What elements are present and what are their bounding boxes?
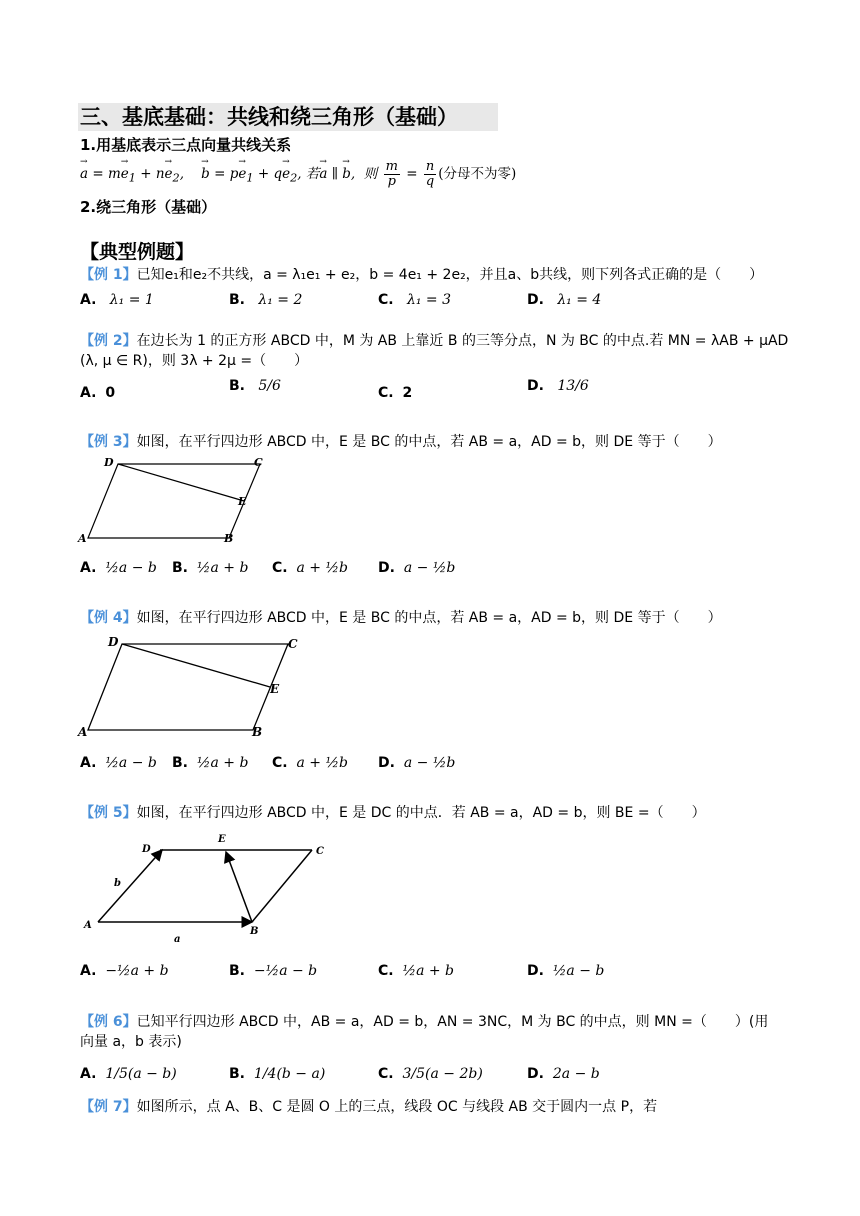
- q6-option-c[interactable]: C. 3/5(a − 2b): [378, 1066, 483, 1082]
- question-7: [80, 1097, 657, 1117]
- question-6: [80, 1012, 768, 1052]
- label-e: E: [270, 682, 280, 696]
- label-b: B: [250, 926, 259, 937]
- question-text: 如图，在平行四边形 ABCD 中，E 是 BC 的中点，若 AB = a，AD = b，则 DE 等于（ ）: [136, 610, 722, 626]
- label-vector-a: a: [174, 934, 181, 945]
- item-triangle-title: 2.绕三角形（基础）: [80, 198, 217, 216]
- parallelogram-figure-5: [80, 828, 340, 950]
- q4-option-b[interactable]: B. ½a + b: [172, 755, 249, 771]
- label-c: C: [288, 637, 298, 651]
- parallelogram-shape: [88, 644, 288, 730]
- typical-examples-heading: 【典型例题】: [80, 241, 195, 263]
- section-title: 三、基底基础：共线和绕三角形（基础）: [78, 103, 498, 131]
- question-tag: 【例 4】: [80, 610, 137, 626]
- q4-option-d[interactable]: D. a − ½b: [378, 755, 456, 771]
- label-b: B: [252, 725, 263, 739]
- question-text: 如图，在平行四边形 ABCD 中，E 是 DC 的中点．若 AB = a，AD = b，则 BE =（ ）: [136, 805, 706, 821]
- question-tag: 【例 6】: [80, 1014, 137, 1030]
- question-tag: 【例 2】: [80, 333, 137, 349]
- label-c: C: [316, 846, 324, 857]
- parallelogram-figure-4: [76, 632, 308, 740]
- item-collinear-title: 1.用基底表示三点向量共线关系: [80, 136, 292, 154]
- label-d: D: [142, 844, 151, 855]
- vector-be: [226, 852, 252, 922]
- question-text: 如图，在平行四边形 ABCD 中，E 是 BC 的中点，若 AB = a，AD = b，则 DE 等于（ ）: [136, 434, 722, 450]
- q1-option-d[interactable]: D. λ₁ = 4: [527, 292, 602, 308]
- question-text: 如图所示，点 A、B、C 是圆 O 上的三点，线段 OC 与线段 AB 交于圆内一点 P，若: [136, 1099, 658, 1115]
- q6-option-b[interactable]: B. 1/4(b − a): [229, 1066, 326, 1082]
- parallelogram-shape: [88, 464, 260, 538]
- segment-de: [118, 464, 244, 501]
- q2-option-b[interactable]: B. 5/6: [229, 378, 281, 394]
- q5-option-d[interactable]: D. ½a − b: [527, 963, 605, 979]
- segment-bc: [252, 850, 312, 922]
- q3-option-d[interactable]: D. a − ½b: [378, 560, 456, 576]
- vector-ad: [98, 850, 162, 922]
- label-e: E: [238, 495, 247, 508]
- label-a: A: [84, 920, 92, 931]
- label-b: B: [224, 532, 234, 545]
- q6-option-d[interactable]: D. 2a − b: [527, 1066, 600, 1082]
- question-text-line1: 在边长为 1 的正方形 ABCD 中，M 为 AB 上靠近 B 的三等分点，N 为 BC 的中点.若 MN = λAB + μAD: [136, 333, 789, 349]
- q3-option-a[interactable]: A. ½a − b: [80, 560, 157, 576]
- parallelogram-figure-3: [76, 454, 276, 546]
- question-5: [80, 803, 706, 823]
- q1-option-a[interactable]: A. λ₁ = 1: [80, 292, 154, 308]
- question-tag: 【例 3】: [80, 434, 137, 450]
- question-4: [80, 608, 722, 628]
- question-text-line2: 向量 a，b 表示): [80, 1034, 182, 1050]
- q2-option-c[interactable]: C. 2: [378, 385, 413, 401]
- q4-option-a[interactable]: A. ½a − b: [80, 755, 157, 771]
- question-text: 已知e₁和e₂不共线，a = λ₁e₁ + e₂，b = 4e₁ + 2e₂，并且a、b共线，则下列各式正确的是（ ）: [136, 267, 764, 283]
- label-d: D: [104, 456, 114, 469]
- q5-option-c[interactable]: C. ½a + b: [378, 963, 455, 979]
- question-text-line2: (λ, μ ∈ R)，则 3λ + 2μ =（ ）: [80, 353, 309, 369]
- question-1: [80, 265, 763, 285]
- q1-option-b[interactable]: B. λ₁ = 2: [229, 292, 303, 308]
- q3-option-c[interactable]: C. a + ½b: [272, 560, 349, 576]
- question-tag: 【例 1】: [80, 267, 137, 283]
- label-a: A: [78, 725, 88, 739]
- question-tag: 【例 7】: [80, 1099, 137, 1115]
- q5-option-a[interactable]: A. −½a + b: [80, 963, 169, 979]
- q6-option-a[interactable]: A. 1/5(a − b): [80, 1066, 177, 1082]
- label-d: D: [108, 635, 119, 649]
- label-vector-b: b: [114, 878, 121, 889]
- collinear-formula: → $a = m\to e_1 + n\to e_2$, → $b = p\to e_1 + q\to e_2$, 若→ a ∥ → b, 则 $\frac{m}{p}$ = $\frac{n}{q}$ (分母不为零): [80, 160, 516, 189]
- q1-option-c[interactable]: C. λ₁ = 3: [378, 292, 451, 308]
- q2-option-d[interactable]: D. 13/6: [527, 378, 589, 394]
- q2-option-a[interactable]: A. 0: [80, 385, 116, 401]
- label-a: A: [78, 532, 87, 545]
- question-2: [80, 331, 788, 371]
- label-e: E: [218, 834, 226, 845]
- q4-option-c[interactable]: C. a + ½b: [272, 755, 349, 771]
- question-3: [80, 432, 722, 452]
- q3-option-b[interactable]: B. ½a + b: [172, 560, 249, 576]
- label-c: C: [254, 456, 263, 469]
- segment-de: [122, 644, 270, 687]
- question-text-line1: 已知平行四边形 ABCD 中，AB = a，AD = b，AN = 3NC，M 为 BC 的中点，则 MN =（ ）(用: [136, 1014, 769, 1030]
- q5-option-b[interactable]: B. −½a − b: [229, 963, 318, 979]
- question-tag: 【例 5】: [80, 805, 137, 821]
